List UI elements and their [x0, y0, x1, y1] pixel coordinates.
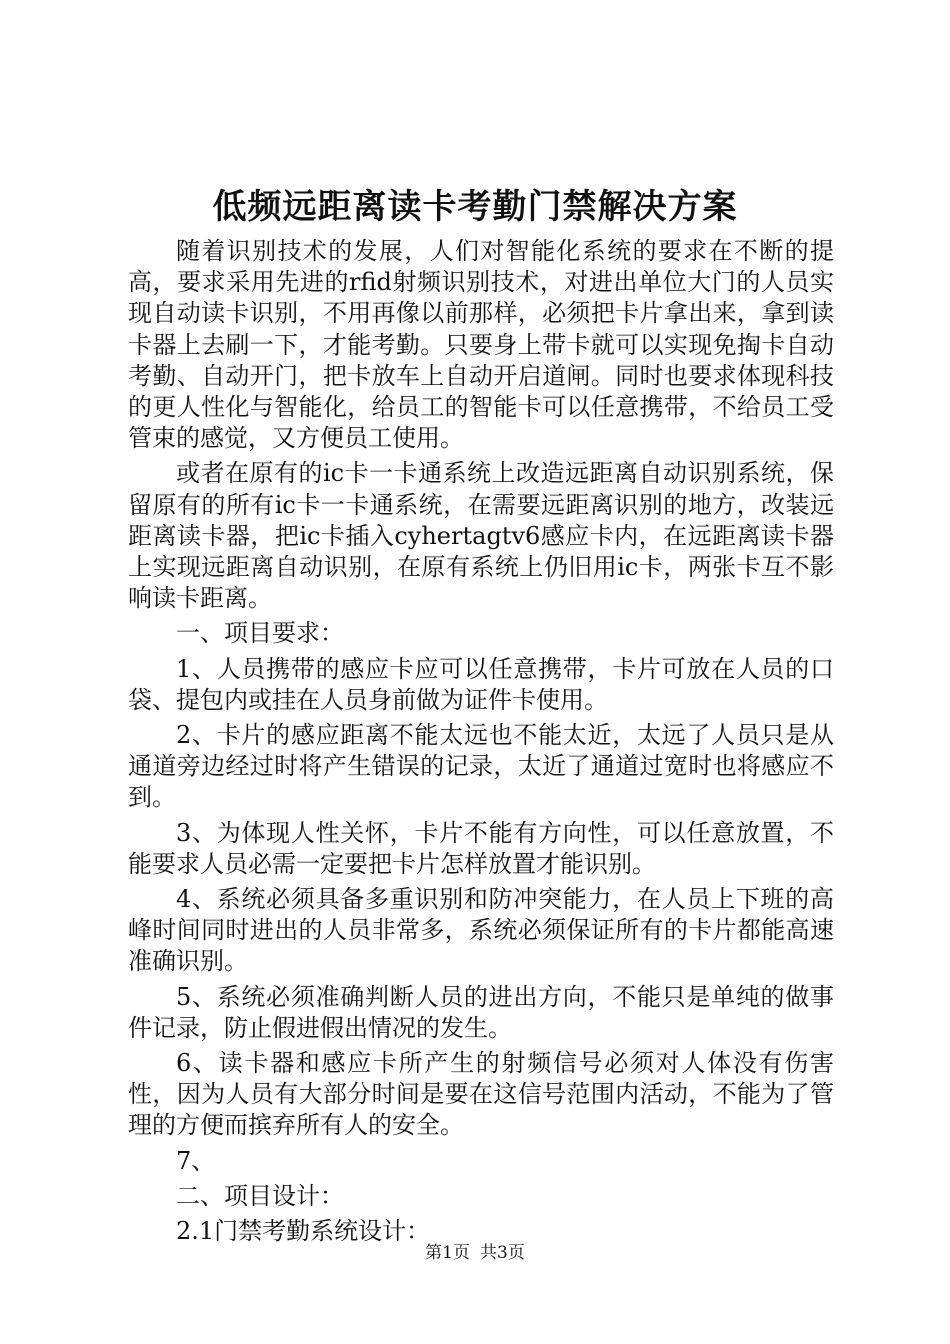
page-footer	[0, 1241, 950, 1265]
requirement-item: 3、为体现人性关怀，卡片不能有方向性，可以任意放置，不能要求人员必需一定要把卡片怎样放置才能识别。	[128, 818, 834, 878]
requirement-item: 5、系统必须准确判断人员的进出方向，不能只是单纯的做事件记录，防止假进假出情况的发生。	[128, 982, 834, 1042]
requirement-item: 4、系统必须具备多重识别和防冲突能力，在人员上下班的高峰时间同时进出的人员非常多，系统必须保证所有的卡片都能高速准确识别。	[128, 885, 834, 976]
page-number: 第1页	[425, 1243, 470, 1263]
requirement-item: 6、读卡器和感应卡所产生的射频信号必须对人体没有伤害性，因为人员有大部分时间是要在这信号范围内活动，不能为了管理的方便而摈弃所有人的安全。	[128, 1049, 834, 1140]
section-heading-design: 二、项目设计：	[176, 1181, 344, 1210]
paragraph-ic-card: 或者在原有的ic卡一卡通系统上改造远距离自动识别系统，保留原有的所有ic卡一卡通系统，在需要远距离识别的地方，改装远距离读卡器，把ic卡插入cyhertagtv6感应卡内，在远距离读卡器上实现远距离自动识别，在原有系统上仍旧用ic卡，两张卡互不影响读卡距离。	[128, 459, 834, 613]
requirement-item: 7、	[176, 1146, 216, 1175]
requirement-item: 1、人员携带的感应卡应可以任意携带，卡片可放在人员的口袋、提包内或挂在人员身前做为证件卡使用。	[128, 654, 834, 714]
requirement-item: 2、卡片的感应距离不能太远也不能太近，太远了人员只是从通道旁边经过时将产生错误的记录，太近了通道过宽时也将感应不到。	[128, 721, 834, 812]
section-heading-requirements: 一、项目要求：	[176, 619, 344, 648]
document-body	[128, 236, 834, 1251]
page-total: 共3页	[480, 1243, 525, 1263]
document-title: 低频远距离读卡考勤门禁解决方案	[212, 187, 738, 227]
subsection-heading: 2.1门禁考勤系统设计：	[176, 1217, 431, 1246]
paragraph-intro: 随着识别技术的发展，人们对智能化系统的要求在不断的提高，要求采用先进的rfid射频识别技术，对进出单位大门的人员实现自动读卡识别，不用再像以前那样，必须把卡片拿出来，拿到读卡器上去刷一下，才能考勤。只要身上带卡就可以实现免掏卡自动考勤、自动开门，把卡放车上自动开启道闸。同时也要求体现科技的更人性化与智能化，给员工的智能卡可以任意携带，不给员工受管束的感觉，又方便员工使用。	[128, 237, 834, 453]
